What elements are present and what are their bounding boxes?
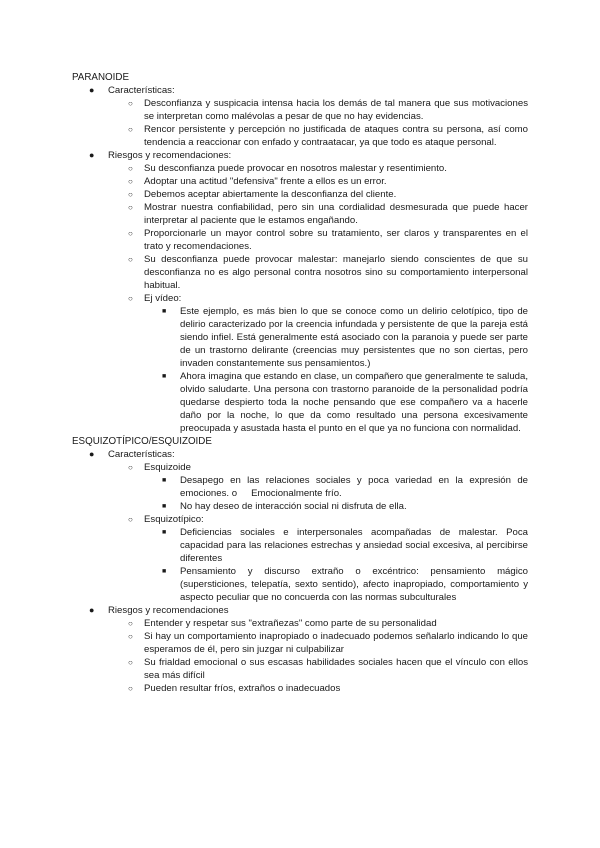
circle-bullet-icon: ○ <box>128 125 133 134</box>
list-item <box>128 656 528 682</box>
list-item <box>128 630 528 656</box>
circle-bullet-icon: ○ <box>128 164 133 173</box>
list-item <box>162 305 528 370</box>
item-text: Pueden resultar fríos, extraños o inadecuados <box>144 683 341 694</box>
item-text: Ahora imagina que estando en clase, un compañero que generalmente te saluda, olvido saludarte. Una persona con trastorno paranoide de la personalidad podría quedarse despierto toda la noche pensando que ese compañero va a hacerle daño por la noche, lo que da como resultado una persona excesivamente preocupada y asustada hasta el punto en el que ya no funciona con normalidad. <box>180 371 528 434</box>
list-item <box>72 448 528 604</box>
item-text: Su desconfianza puede provocar malestar: manejarlo siendo conscientes de que su desconfianza no es algo personal contra nosotros sino su comportamiento interpersonal habitual. <box>144 254 528 291</box>
disc-bullet-icon: ● <box>89 150 95 160</box>
item-text: Si hay un comportamiento inapropiado o inadecuado podemos señalarlo indicando lo que esperamos de él, pero sin juzgar ni culpabilizar <box>144 631 528 655</box>
item-text: Pensamiento y discurso extraño o excéntrico: pensamiento mágico (supersticiones, telepatía, sexto sentido), afecto inapropiado, comportamiento y aspecto peculiar que no concuerda con las normas subculturales <box>180 566 528 603</box>
list-item <box>128 97 528 123</box>
circle-bullet-icon: ○ <box>128 619 133 628</box>
list-item <box>128 617 528 630</box>
list-item <box>72 149 528 435</box>
item-text: Este ejemplo, es más bien lo que se conoce como un delirio celotípico, tipo de delirio caracterizado por la creencia infundada y persistente de que la pareja está siendo infiel. Está generalmente está asociado con la paranoia y puede ser parte de un trastorno delirante (creencias muy persistentes que no son ciertas, pero invaden constantemente sus pensamientos.) <box>180 306 528 369</box>
square-bullet-icon: ■ <box>162 373 167 380</box>
item-text: No hay deseo de interacción social ni disfruta de ella. <box>180 501 407 512</box>
circle-bullet-icon: ○ <box>128 515 133 524</box>
list-item <box>162 500 528 513</box>
item-text: Rencor persistente y percepción no justificada de ataques contra su persona, así como tendencia a reaccionar con enfado y contraatacar, ya que todo es ataque personal. <box>144 124 528 148</box>
example-label: Ej vídeo: <box>144 293 182 304</box>
list-item <box>128 162 528 175</box>
esquizotipico-list <box>72 448 528 695</box>
subgroup-label: Esquizotípico: <box>144 514 204 525</box>
square-bullet-icon: ■ <box>162 477 167 484</box>
list-item <box>128 175 528 188</box>
list-item <box>162 474 528 500</box>
list-item <box>128 461 528 513</box>
square-bullet-icon: ■ <box>162 503 167 510</box>
list-item <box>128 292 528 435</box>
disc-bullet-icon: ● <box>89 85 95 95</box>
item-text: Desconfianza y suspicacia intensa hacia los demás de tal manera que sus motivaciones se interpretan como malévolas a pesar de que no hay evidencias. <box>144 98 528 122</box>
list-item <box>128 227 528 253</box>
list-item <box>72 604 528 695</box>
circle-bullet-icon: ○ <box>128 658 133 667</box>
list-item <box>162 526 528 565</box>
circle-bullet-icon: ○ <box>128 177 133 186</box>
item-text: Debemos aceptar abiertamente la desconfianza del cliente. <box>144 189 397 200</box>
item-text: Mostrar nuestra confiabilidad, pero sin una cordialidad desmesurada que puede hacer interpretar al paciente que le estamos engañando. <box>144 202 528 226</box>
item-text: Entender y respetar sus "extrañezas" como parte de su personalidad <box>144 618 437 629</box>
list-item <box>128 682 528 695</box>
circle-bullet-icon: ○ <box>128 99 133 108</box>
disc-bullet-icon: ● <box>89 449 95 459</box>
item-text: Adoptar una actitud "defensiva" frente a ellos es un error. <box>144 176 387 187</box>
group-label: Riesgos y recomendaciones <box>108 605 229 616</box>
list-item <box>162 565 528 604</box>
list-item <box>128 188 528 201</box>
circle-bullet-icon: ○ <box>128 463 133 472</box>
circle-bullet-icon: ○ <box>128 190 133 199</box>
circle-bullet-icon: ○ <box>128 684 133 693</box>
circle-bullet-icon: ○ <box>128 203 133 212</box>
list-item <box>72 84 528 149</box>
square-bullet-icon: ■ <box>162 568 167 575</box>
list-item <box>128 253 528 292</box>
item-text: Desapego en las relaciones sociales y poca variedad en la expresión de emociones. o Emocionalmente frío. <box>180 475 528 499</box>
square-bullet-icon: ■ <box>162 308 167 315</box>
item-text: Deficiencias sociales e interpersonales acompañadas de malestar. Poca capacidad para las relaciones estrechas y ansiedad social excesiva, al percibirse diferentes <box>180 527 528 564</box>
group-label: Características: <box>108 449 175 460</box>
circle-bullet-icon: ○ <box>128 255 133 264</box>
section-title-paranoide: PARANOIDE <box>72 72 129 83</box>
circle-bullet-icon: ○ <box>128 294 133 303</box>
section-title-esquizotipico: ESQUIZOTÍPICO/ESQUIZOIDE <box>72 436 212 447</box>
square-bullet-icon: ■ <box>162 529 167 536</box>
paranoide-list <box>72 84 528 435</box>
item-text: Su frialdad emocional o sus escasas habilidades sociales hacen que el vínculo con ellos sea más difícil <box>144 657 528 681</box>
item-text: Su desconfianza puede provocar en nosotros malestar y resentimiento. <box>144 163 447 174</box>
list-item <box>128 123 528 149</box>
list-item <box>128 201 528 227</box>
list-item <box>162 370 528 435</box>
group-label: Riesgos y recomendaciones: <box>108 150 232 161</box>
circle-bullet-icon: ○ <box>128 632 133 641</box>
list-item <box>128 513 528 604</box>
item-text: Proporcionarle un mayor control sobre su tratamiento, ser claros y transparentes en el trato y recomendaciones. <box>144 228 528 252</box>
group-label: Características: <box>108 85 175 96</box>
subgroup-label: Esquizoide <box>144 462 191 473</box>
circle-bullet-icon: ○ <box>128 229 133 238</box>
disc-bullet-icon: ● <box>89 605 95 615</box>
